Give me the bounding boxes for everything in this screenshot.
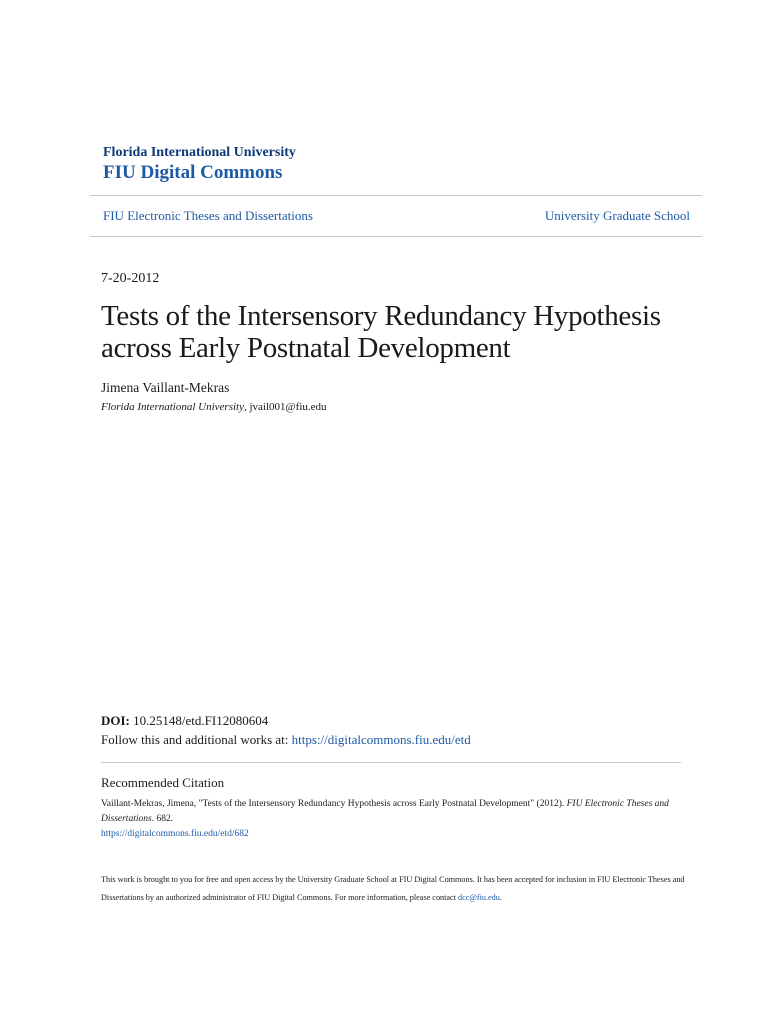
header-divider-bottom xyxy=(90,236,702,237)
citation-number: . 682. xyxy=(151,814,174,824)
doi-line xyxy=(101,713,268,729)
title-line-2: across Early Postnatal Development xyxy=(101,332,511,364)
collection-link[interactable]: FIU Electronic Theses and Dissertations xyxy=(103,208,313,223)
citation-series: FIU Electronic Theses and Dissertations xyxy=(101,799,669,824)
doi-value: 10.25148/etd.FI12080604 xyxy=(129,713,269,728)
citation-link[interactable]: https://digitalcommons.fiu.edu/etd/682 xyxy=(101,829,249,839)
citation-text: Vaillant-Mekras, Jimena, "Tests of the Intersensory Redundancy Hypothesis across Early Postnatal Development" (2012). xyxy=(101,799,567,809)
author-affiliation xyxy=(101,401,327,413)
school-link[interactable]: University Graduate School xyxy=(544,208,690,223)
citation-divider xyxy=(101,762,681,763)
title-line-1: Tests of the Intersensory Redundancy Hypothesis xyxy=(101,300,661,332)
doi-label: DOI: xyxy=(101,713,130,728)
citation-body xyxy=(101,797,681,842)
notice-end: . xyxy=(499,893,502,902)
affiliation-name: Florida International University xyxy=(101,401,244,413)
notice-text: This work is brought to you for free and open access by the University Graduate School at FIU Digital Commons. It has been accepted for inclusion in FIU Electronic Theses and Dissertations by an authorized administrator of FIU Digital Commons. For more information, please contact xyxy=(101,875,685,902)
author-email: jvail001@fiu.edu xyxy=(249,401,327,413)
follow-text: Follow this and additional works at: xyxy=(101,732,292,747)
document-title xyxy=(101,300,701,364)
publication-date: 7-20-2012 xyxy=(101,271,160,286)
affiliation-separator: , xyxy=(243,401,250,413)
follow-link[interactable]: https://digitalcommons.fiu.edu/etd xyxy=(291,732,471,747)
author-name: Jimena Vaillant-Mekras xyxy=(101,380,230,395)
access-notice xyxy=(101,871,701,907)
citation-heading: Recommended Citation xyxy=(101,775,225,790)
institution-name: Florida International University xyxy=(103,145,296,160)
follow-line xyxy=(101,732,471,748)
notice-email-link[interactable]: dcc@fiu.edu xyxy=(458,893,500,902)
header-divider-top xyxy=(90,195,702,196)
repository-name[interactable]: FIU Digital Commons xyxy=(103,162,283,183)
